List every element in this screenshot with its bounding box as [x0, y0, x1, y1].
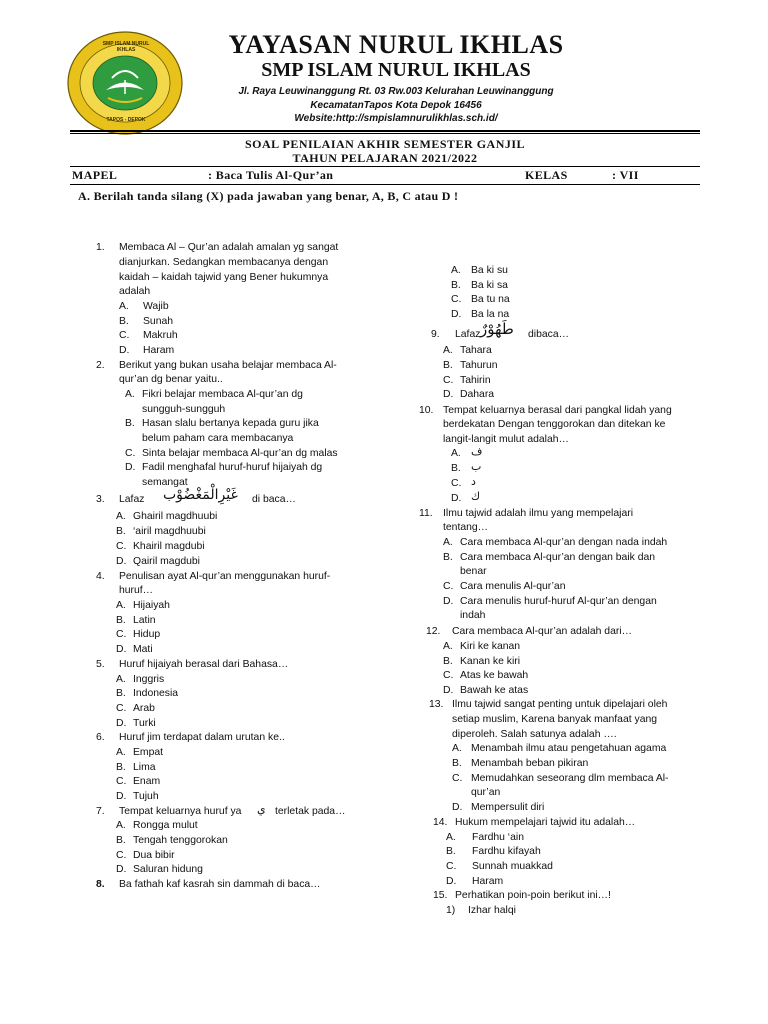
option-text: Tujuh: [133, 791, 159, 802]
arabic-letter: ي: [257, 803, 266, 816]
option-letter: A.: [443, 345, 453, 356]
option-text: Sunnah muakkad: [472, 861, 553, 872]
option-letter: B.: [451, 280, 461, 291]
option-letter: B.: [443, 552, 453, 563]
option-text: Fadil menghafal huruf-huruf hijaiyah dg: [142, 462, 323, 473]
option-text: Tahirin: [460, 375, 491, 386]
option-letter: B.: [116, 615, 126, 626]
option-letter: B.: [116, 688, 126, 699]
question-number: 10.: [419, 405, 434, 416]
arabic-option: ف: [471, 445, 483, 458]
option-letter: C.: [451, 478, 462, 489]
option-letter: C.: [125, 448, 136, 459]
option-letter: D.: [451, 309, 462, 320]
option-text: Fikri belajar membaca Al-qur’an dg: [142, 389, 303, 400]
option-text: Ba ki sa: [471, 280, 508, 291]
question-number: 9.: [431, 329, 440, 340]
option-letter: D.: [443, 596, 454, 607]
option-letter: D.: [446, 876, 457, 887]
option-letter: C.: [452, 773, 463, 784]
option-letter: B.: [119, 316, 129, 327]
option-letter: A.: [116, 674, 126, 685]
option-text: Kiri ke kanan: [460, 641, 521, 652]
exam-year: TAHUN PELAJARAN 2021/2022: [292, 151, 478, 165]
option-letter: B.: [116, 762, 126, 773]
option-letter: C.: [451, 294, 462, 305]
option-letter: D.: [443, 685, 454, 696]
option-letter: A.: [116, 511, 126, 522]
question-text: Ilmu tajwid adalah ilmu yang mempelajari: [443, 508, 634, 519]
mapel-value: : Baca Tulis Al-Qur’an: [208, 168, 334, 182]
option-text: Ghairil magdhuubi: [133, 511, 218, 522]
question-number: 1.: [96, 242, 105, 253]
option-letter: A.: [443, 641, 453, 652]
option-text: sungguh-sungguh: [142, 404, 226, 415]
option-letter: D.: [116, 644, 127, 655]
question-text: kaidah – kaidah tajwid yang Bener hukumnya: [119, 272, 329, 283]
option-letter: B.: [125, 418, 135, 429]
option-letter: D.: [443, 389, 454, 400]
option-letter: D.: [116, 556, 127, 567]
foundation-name: YAYASAN NURUL IKHLAS: [228, 30, 564, 59]
option-letter: B.: [116, 526, 126, 537]
arabic-lafaz: طَهُوْرٌ: [480, 320, 514, 338]
option-text: Fardhu kifayah: [472, 846, 541, 857]
question-text: langit-langit mulut adalah…: [443, 434, 569, 445]
option-letter: A.: [451, 448, 461, 459]
question-text: tentang…: [443, 522, 489, 533]
question-text: di baca…: [252, 494, 296, 505]
option-text: Mati: [133, 644, 153, 655]
option-letter: C.: [116, 850, 127, 861]
option-letter: B.: [443, 656, 453, 667]
option-letter: C.: [443, 670, 454, 681]
question-number: 6.: [96, 732, 105, 743]
arabic-option: ك: [471, 490, 481, 503]
option-text: Empat: [133, 747, 164, 758]
question-text: terletak pada…: [275, 806, 346, 817]
option-text: Lima: [133, 762, 156, 773]
option-text: Enam: [133, 776, 161, 787]
question-text: Tempat keluarnya huruf ya: [119, 806, 242, 817]
option-text: Tahurun: [460, 360, 498, 371]
option-text: Ba tu na: [471, 294, 510, 305]
option-text: Cara membaca Al-qur’an dengan nada indah: [460, 537, 668, 548]
option-text: Makruh: [143, 330, 178, 341]
option-text: Hasan slalu bertanya kepada guru jika: [142, 418, 319, 429]
instruction: A. Berilah tanda silang (X) pada jawaban yang benar, A, B, C atau D !: [78, 189, 459, 203]
option-letter: B.: [446, 846, 456, 857]
mapel-label: MAPEL: [72, 168, 118, 182]
option-letter: A.: [443, 537, 453, 548]
option-text: Khairil magdubi: [133, 541, 205, 552]
question-text: Ba fathah kaf kasrah sin dammah di baca…: [119, 879, 321, 890]
question-text: Tempat keluarnya berasal dari pangkal lidah yang: [443, 405, 672, 416]
option-text: benar: [460, 566, 487, 577]
question-text: huruf…: [119, 585, 154, 596]
question-text: Lafaz: [455, 329, 481, 340]
option-text: Tahara: [460, 345, 492, 356]
option-letter: D.: [452, 802, 463, 813]
option-letter: C.: [116, 629, 127, 640]
option-letter: D.: [116, 864, 127, 875]
option-text: belum paham cara membacanya: [142, 433, 294, 444]
option-text: indah: [460, 610, 486, 621]
option-letter: C.: [119, 330, 130, 341]
point-number: 1): [446, 905, 456, 916]
option-letter: C.: [443, 375, 454, 386]
option-letter: D.: [119, 345, 130, 356]
question-number: 11.: [419, 508, 433, 519]
question-text: diperoleh. Salah satunya adalah ….: [452, 729, 617, 740]
option-text: Hidup: [133, 629, 161, 640]
question-number: 2.: [96, 360, 105, 371]
option-text: Indonesia: [133, 688, 179, 699]
option-text: Dua bibir: [133, 850, 175, 861]
option-text: Latin: [133, 615, 156, 626]
option-letter: D.: [451, 493, 462, 504]
option-text: Wajib: [143, 301, 169, 312]
option-text: Mempersulit diri: [471, 802, 545, 813]
option-letter: A.: [116, 600, 126, 611]
option-text: Ba la na: [471, 309, 510, 320]
option-letter: C.: [116, 541, 127, 552]
school-address: Jl. Raya Leuwinanggung Rt. 03 Rw.003 Kelurahan Leuwinanggung: [238, 86, 554, 97]
question-number: 13.: [429, 699, 444, 710]
option-letter: A.: [125, 389, 135, 400]
option-text: semangat: [142, 477, 188, 488]
option-text: Cara menulis huruf-huruf Al-qur’an dengan: [460, 596, 657, 607]
option-text: Sinta belajar membaca Al-qur’an dg malas: [142, 448, 338, 459]
arabic-option: د: [471, 475, 476, 488]
question-number: 4.: [96, 571, 105, 582]
option-letter: B.: [443, 360, 453, 371]
option-text: Cara membaca Al-qur’an dengan baik dan: [460, 552, 656, 563]
school-name: SMP ISLAM NURUL IKHLAS: [261, 59, 531, 81]
question-text: Berikut yang bukan usaha belajar membaca Al-: [119, 360, 337, 371]
option-letter: A.: [452, 743, 462, 754]
question-text: dibaca…: [528, 329, 570, 340]
option-text: Fardhu ‘ain: [472, 832, 524, 843]
question-text: Penulisan ayat Al-qur’an menggunakan huruf-: [119, 571, 331, 582]
question-number: 7.: [96, 806, 105, 817]
question-text: Huruf jim terdapat dalam urutan ke..: [119, 732, 285, 743]
option-text: qur’an: [471, 787, 501, 798]
school-district: KecamatanTapos Kota Depok 16456: [310, 100, 482, 111]
option-text: Menambah ilmu atau pengetahuan agama: [471, 743, 667, 754]
option-letter: B.: [452, 758, 462, 769]
exam-title: SOAL PENILAIAN AKHIR SEMESTER GANJIL: [244, 137, 526, 151]
kelas-value: : VII: [612, 168, 639, 182]
option-text: Hijaiyah: [133, 600, 170, 611]
question-text: Perhatikan poin-poin berikut ini…!: [455, 890, 611, 901]
logo-text-top: SMP ISLAM NURUL IKHLAS: [102, 41, 150, 53]
arabic-lafaz: غَيْرِالْمَغْضُوْب: [163, 487, 238, 503]
option-text: Arab: [133, 703, 155, 714]
option-text: ‘airil magdhuubi: [133, 526, 206, 537]
option-text: Saluran hidung: [133, 864, 203, 875]
option-letter: B.: [451, 463, 461, 474]
arabic-option: ب: [471, 460, 482, 473]
option-letter: B.: [116, 835, 126, 846]
kelas-label: KELAS: [525, 168, 568, 182]
option-text: Rongga mulut: [133, 820, 198, 831]
option-text: Turki: [133, 718, 156, 729]
option-text: Tengah tenggorokan: [133, 835, 228, 846]
logo-text-bottom: TAPOS - DEPOK: [106, 117, 146, 123]
option-letter: A.: [119, 301, 129, 312]
option-letter: C.: [446, 861, 457, 872]
option-text: Sunah: [143, 316, 174, 327]
option-text: Menambah beban pikiran: [471, 758, 589, 769]
option-text: Inggris: [133, 674, 165, 685]
option-letter: A.: [446, 832, 456, 843]
option-text: Dahara: [460, 389, 495, 400]
question-text: Lafaz: [119, 494, 145, 505]
option-letter: C.: [116, 703, 127, 714]
option-letter: A.: [116, 747, 126, 758]
question-text: adalah: [119, 286, 151, 297]
question-text: Ilmu tajwid sangat penting untuk dipelajari oleh: [452, 699, 668, 710]
option-text: Kanan ke kiri: [460, 656, 521, 667]
option-letter: C.: [443, 581, 454, 592]
option-letter: D.: [125, 462, 136, 473]
option-letter: D.: [116, 718, 127, 729]
option-letter: D.: [116, 791, 127, 802]
option-text: Atas ke bawah: [460, 670, 529, 681]
question-number: 5.: [96, 659, 105, 670]
option-letter: A.: [116, 820, 126, 831]
question-number: 15.: [433, 890, 448, 901]
question-text: Cara membaca Al-qur’an adalah dari…: [452, 626, 633, 637]
question-number: 12.: [426, 626, 441, 637]
question-text: Hukum mempelajari tajwid itu adalah…: [455, 817, 636, 828]
question-text: berdekatan Dengan tenggorokan dan ditekan ke: [443, 419, 666, 430]
question-text: qur’an dg benar yaitu..: [119, 374, 223, 385]
question-text: Huruf hijaiyah berasal dari Bahasa…: [119, 659, 289, 670]
option-text: Qairil magdubi: [133, 556, 200, 567]
point-text: Izhar halqi: [468, 905, 516, 916]
option-text: Haram: [472, 876, 504, 887]
question-number: 3.: [96, 494, 105, 505]
question-text: dianjurkan. Sedangkan membacanya dengan: [119, 257, 329, 268]
option-text: Cara menulis Al-qur’an: [460, 581, 566, 592]
option-text: Haram: [143, 345, 175, 356]
question-text: setiap muslim, Karena banyak manfaat yang: [452, 714, 658, 725]
option-letter: A.: [451, 265, 461, 276]
option-text: Memudahkan seseorang dlm membaca Al-: [471, 773, 669, 784]
option-text: Ba ki su: [471, 265, 508, 276]
school-website: Website:http://smpislamnurulikhlas.sch.id/: [294, 113, 498, 124]
option-text: Bawah ke atas: [460, 685, 529, 696]
question-text: Membaca Al – Qur’an adalah amalan yg sangat: [119, 242, 339, 253]
question-number: 8.: [96, 879, 105, 890]
option-letter: C.: [116, 776, 127, 787]
question-number: 14.: [433, 817, 448, 828]
